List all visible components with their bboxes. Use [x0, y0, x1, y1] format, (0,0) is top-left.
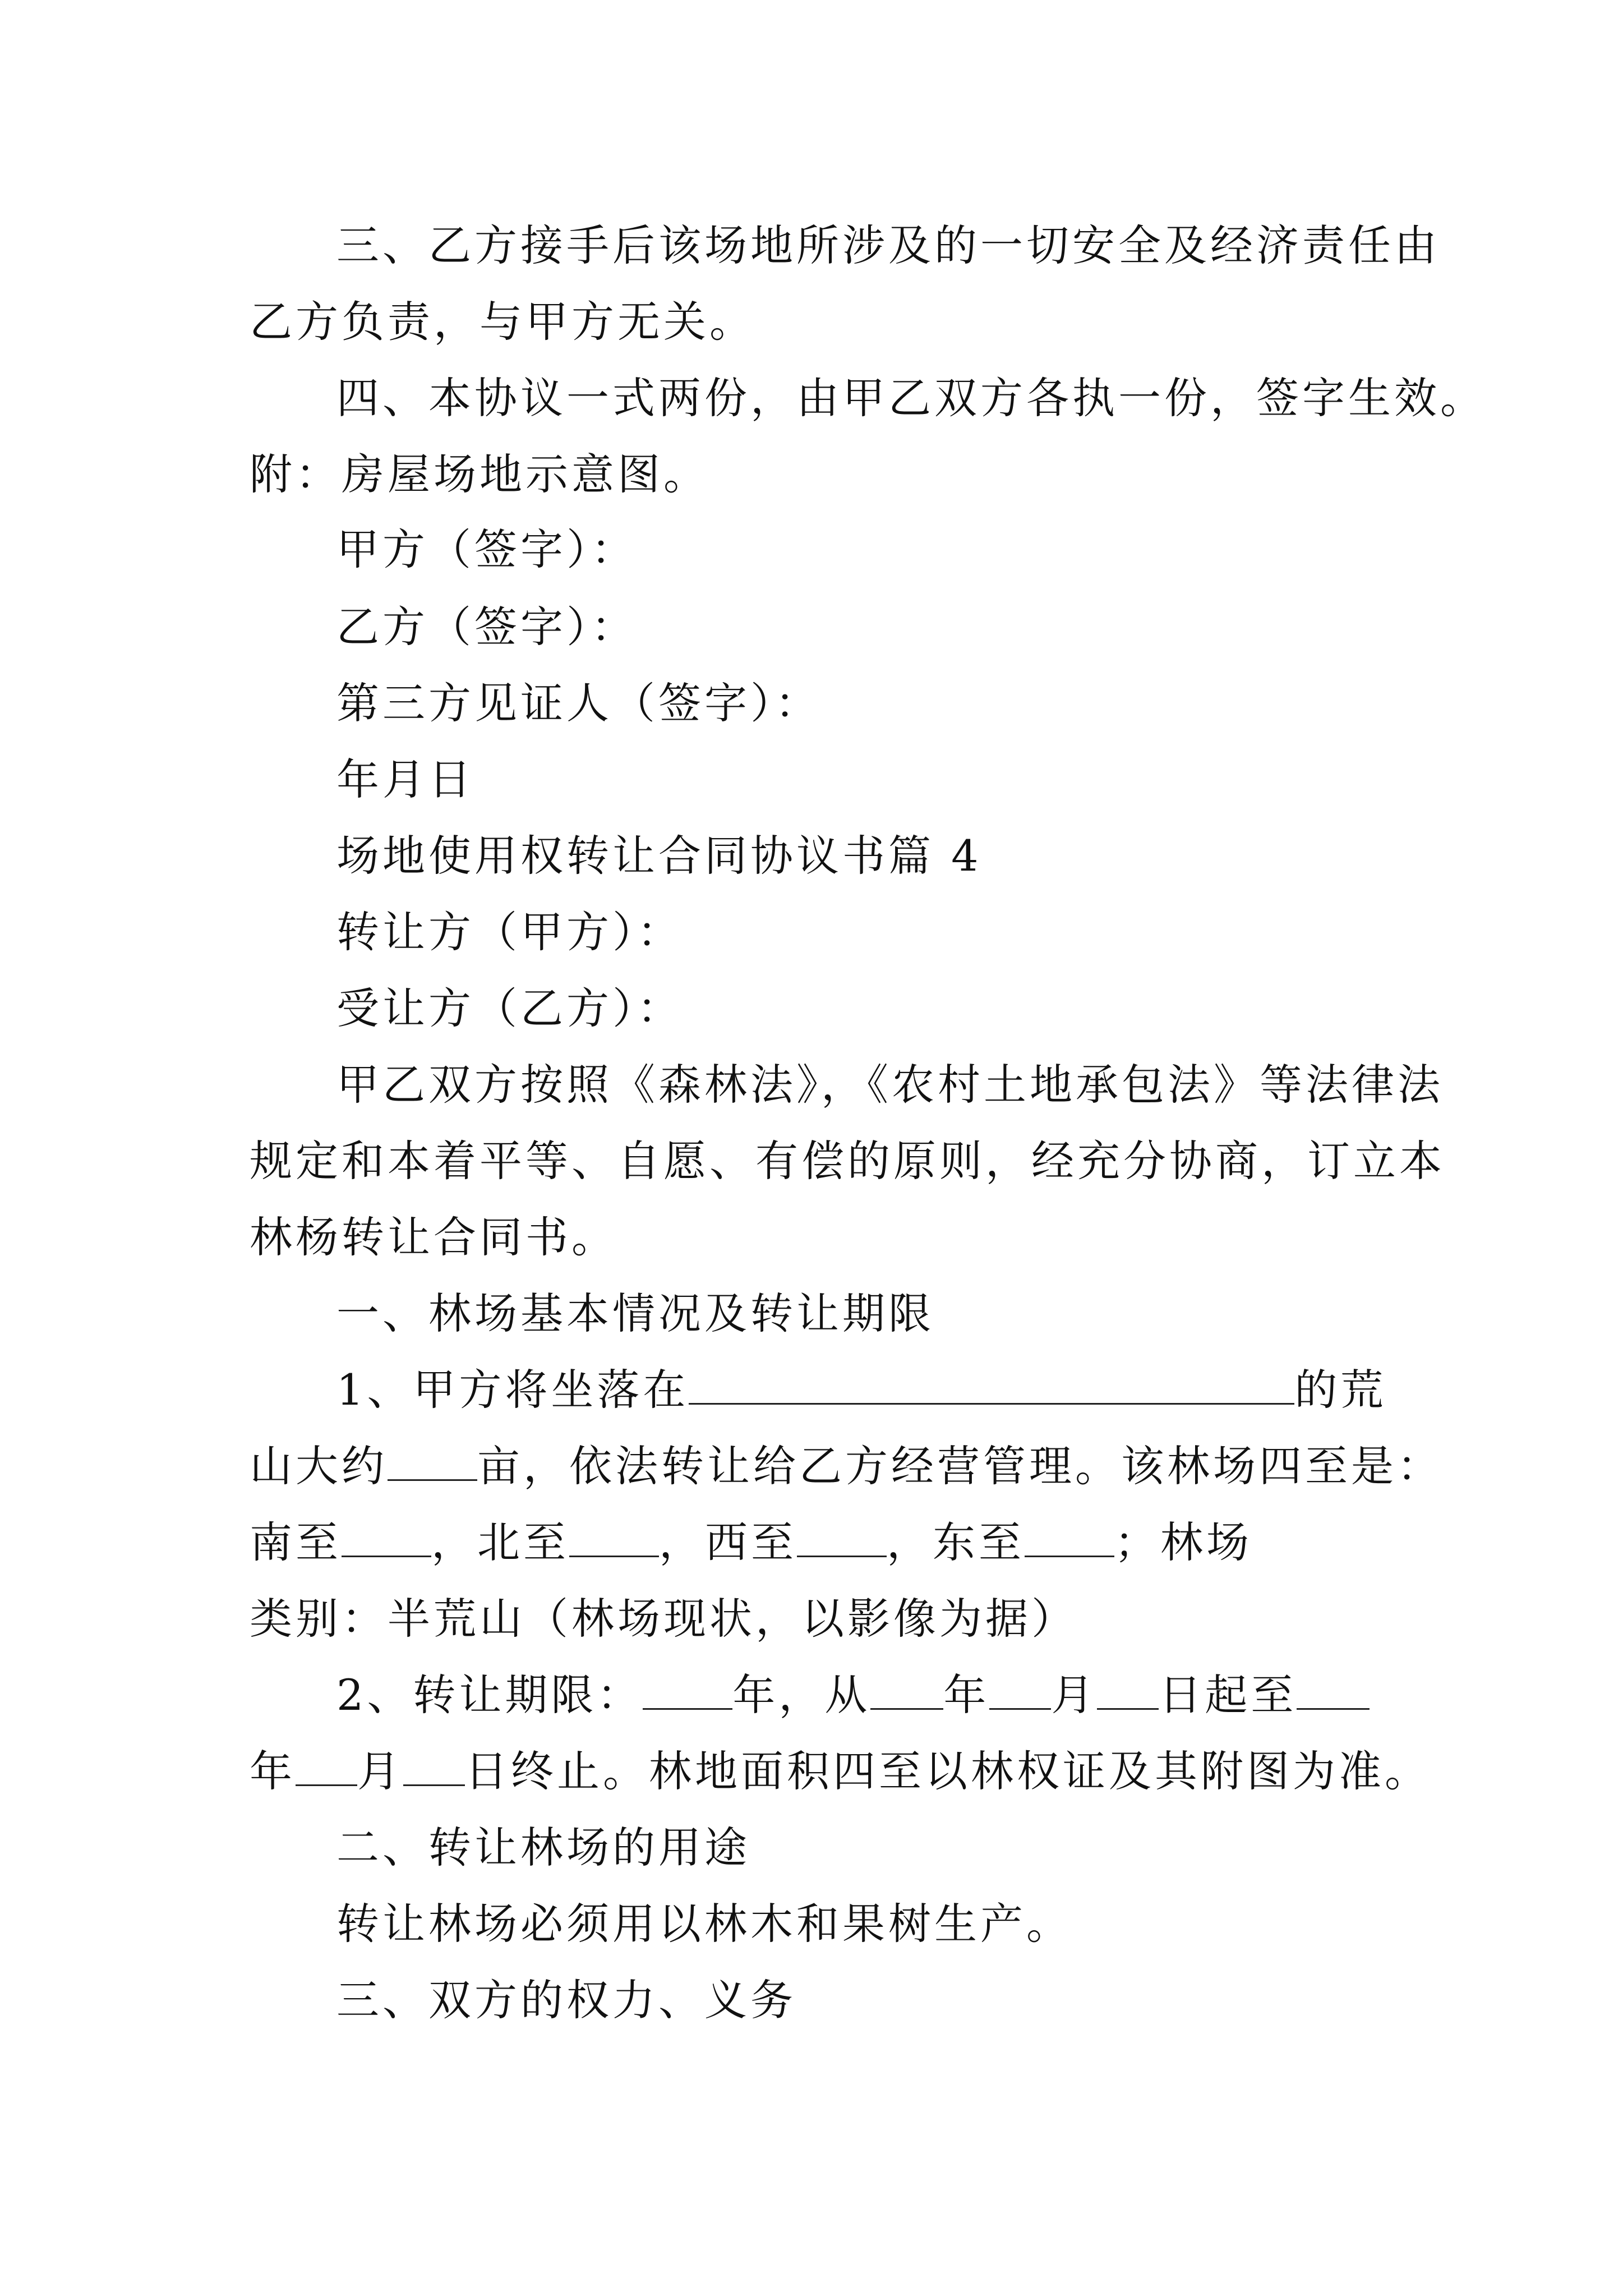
item-1-line-3 [250, 1515, 1399, 1571]
attachment-note: 附：房屋场地示意图。 [250, 449, 709, 499]
clause-four: 四、本协议一式两份，由甲乙双方各执一份，签字生效。 [336, 373, 1486, 423]
start-month-label: 月 [1051, 1670, 1098, 1720]
start-year-label: 年 [943, 1670, 990, 1720]
preamble-line-3: 林杨转让合同书。 [250, 1212, 617, 1262]
end-year-blank[interactable] [1297, 1673, 1370, 1710]
heading-usage: 二、转让林场的用途 [336, 1823, 750, 1872]
clause-three-line-2: 乙方负责，与甲方无关。 [250, 297, 755, 347]
preamble-line-1: 甲乙双方按照《森林法》，《农村土地承包法》等法律法 [336, 1060, 1444, 1110]
end-month-blank[interactable] [296, 1750, 357, 1786]
witness-signature: 第三方见证人（签字）： [336, 678, 821, 728]
west-blank[interactable] [797, 1521, 887, 1557]
heading-basic-info: 一、林场基本情况及转让期限 [336, 1289, 934, 1338]
usage-text: 转让林场必须用以林木和果树生产。 [336, 1899, 1072, 1949]
start-day-label: 日起至 [1159, 1670, 1297, 1720]
end-year-label: 年 [250, 1746, 296, 1796]
south-blank[interactable] [342, 1521, 431, 1557]
date-line: 年月日 [336, 754, 474, 804]
start-month-blank[interactable] [989, 1673, 1051, 1710]
item-1-text-c: 山大约 [250, 1441, 388, 1491]
transferee-line: 受让方（乙方）： [336, 983, 683, 1033]
start-day-blank[interactable] [1097, 1673, 1159, 1710]
clause-three-line-1: 三、乙方接手后该场地所涉及的一切安全及经济责任由 [336, 220, 1440, 270]
east-label: ，东至 [887, 1517, 1025, 1567]
term-from-label: 年，从 [732, 1670, 871, 1720]
location-blank[interactable] [689, 1368, 1294, 1405]
forest-type-label: ；林场 [1114, 1517, 1252, 1567]
party-b-signature: 乙方（签字）： [336, 602, 637, 652]
item-1-line-2 [250, 1438, 1443, 1494]
item-1-text-d: 亩，依法转让给乙方经营管理。该林场四至是： [477, 1441, 1443, 1491]
end-day-blank[interactable] [403, 1750, 465, 1786]
party-a-signature: 甲方（签字）： [336, 524, 637, 574]
term-label: 2、转让期限： [336, 1670, 643, 1720]
item-1-line-1 [336, 1362, 1486, 1418]
preamble-line-2: 规定和本着平等、自愿、有偿的原则，经充分协商，订立本 [250, 1136, 1445, 1186]
end-day-label: 日终止。林地面积四至以林权证及其附图为准。 [465, 1746, 1431, 1796]
west-label: ，西至 [659, 1517, 797, 1567]
area-blank[interactable] [388, 1444, 477, 1481]
south-label: 南至 [250, 1517, 342, 1567]
north-label: ，北至 [431, 1517, 569, 1567]
heading-rights: 三、双方的权力、义务 [336, 1975, 796, 2025]
north-blank[interactable] [569, 1521, 659, 1557]
end-month-label: 月 [357, 1746, 403, 1796]
item-2-line-2 [250, 1743, 1431, 1800]
item-2-line-1 [336, 1667, 1486, 1723]
item-1-text-a: 1、甲方将坐落在 [336, 1365, 689, 1415]
section-title: 场地使用权转让合同协议书篇 4 [336, 831, 982, 881]
item-1-line-4: 类别：半荒山（林场现状，以影像为据） [250, 1594, 1077, 1644]
transferor-line: 转让方（甲方）： [336, 907, 683, 957]
east-blank[interactable] [1025, 1521, 1114, 1557]
term-years-blank[interactable] [643, 1673, 732, 1710]
start-year-blank[interactable] [870, 1673, 943, 1710]
item-1-text-b: 的荒 [1294, 1365, 1387, 1415]
